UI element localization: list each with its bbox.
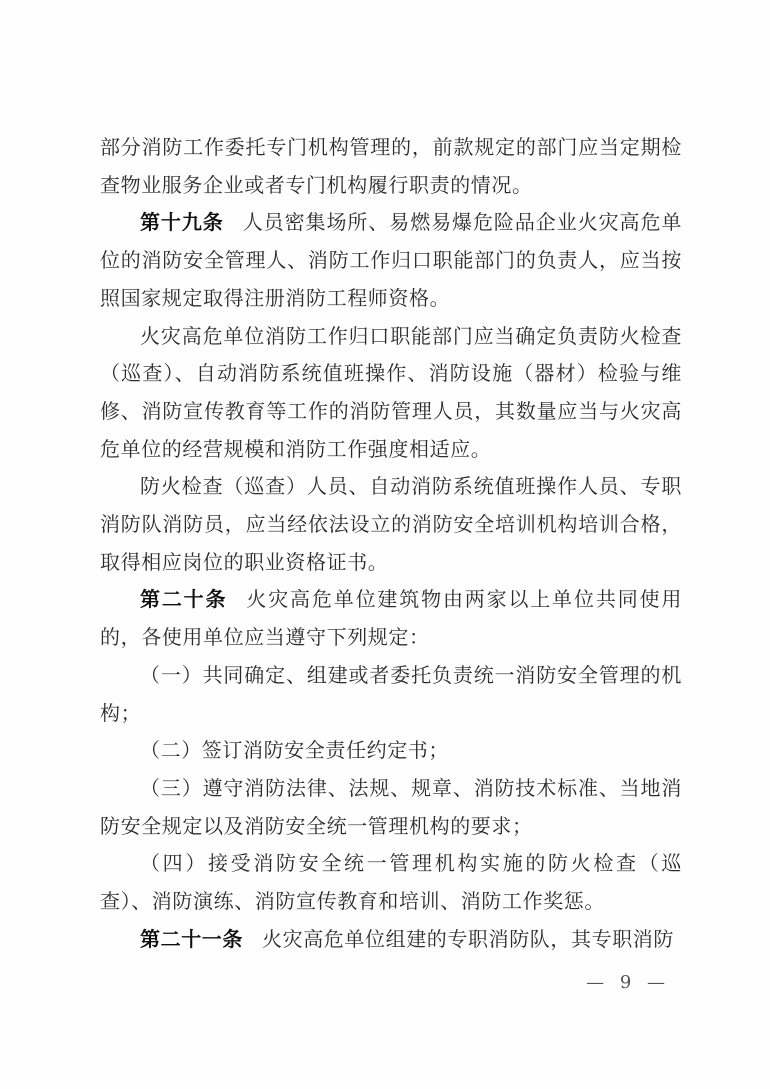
paragraph-text: 防火检查（巡查）人员、自动消防系统值班操作人员、专职消防队消防员，应当经依法设立的消防安全培训机构培训合格，取得相应岗位的职业资格证书。 <box>100 474 682 574</box>
paragraph-article-19 <box>100 204 682 317</box>
paragraph-continuation <box>100 129 682 204</box>
paragraph-item-3 <box>100 770 682 845</box>
paragraph-text: 火灾高危单位消防工作归口职能部门应当确定负责防火检查（巡查）、自动消防系统值班操作、消防设施（器材）检验与维修、消防宣传教育等工作的消防管理人员，其数量应当与火灾高危单位的经营规模和消防工作强度相适应。 <box>100 323 682 461</box>
paragraph-article-20 <box>100 581 682 656</box>
paragraph-article-19-p3 <box>100 468 682 581</box>
article-number-21: 第二十一条 <box>140 926 243 951</box>
document-body <box>100 129 682 958</box>
paragraph-text: （三）遵守消防法律、法规、规章、消防技术标准、当地消防安全规定以及消防安全统一管理机构的要求； <box>100 775 682 838</box>
page-number: — 9 — <box>586 972 670 993</box>
article-number-20: 第二十条 <box>140 587 228 612</box>
paragraph-article-21 <box>100 921 682 959</box>
paragraph-article-19-p2 <box>100 318 682 469</box>
paragraph-text: 部分消防工作委托专门机构管理的，前款规定的部门应当定期检查物业服务企业或者专门机构履行职责的情况。 <box>100 135 682 197</box>
paragraph-item-1 <box>100 657 682 732</box>
paragraph-text: 火灾高危单位建筑物由两家以上单位共同使用的，各使用单位应当遵守下列规定： <box>100 587 682 650</box>
paragraph-text: 火灾高危单位组建的专职消防队，其专职消防 <box>262 926 674 951</box>
paragraph-text: （二）签订消防安全责任约定书； <box>140 738 449 763</box>
paragraph-text: （四）接受消防安全统一管理机构实施的防火检查（巡查）、消防演练、消防宣传教育和培训、消防工作奖惩。 <box>100 851 682 914</box>
article-number-19: 第十九条 <box>140 210 224 235</box>
paragraph-text: 人员密集场所、易燃易爆危险品企业火灾高危单位的消防安全管理人、消防工作归口职能部门的负责人，应当按照国家规定取得注册消防工程师资格。 <box>100 210 682 310</box>
paragraph-item-4 <box>100 845 682 920</box>
paragraph-item-2 <box>100 732 682 770</box>
paragraph-text: （一）共同确定、组建或者委托负责统一消防安全管理的机构； <box>100 662 682 725</box>
